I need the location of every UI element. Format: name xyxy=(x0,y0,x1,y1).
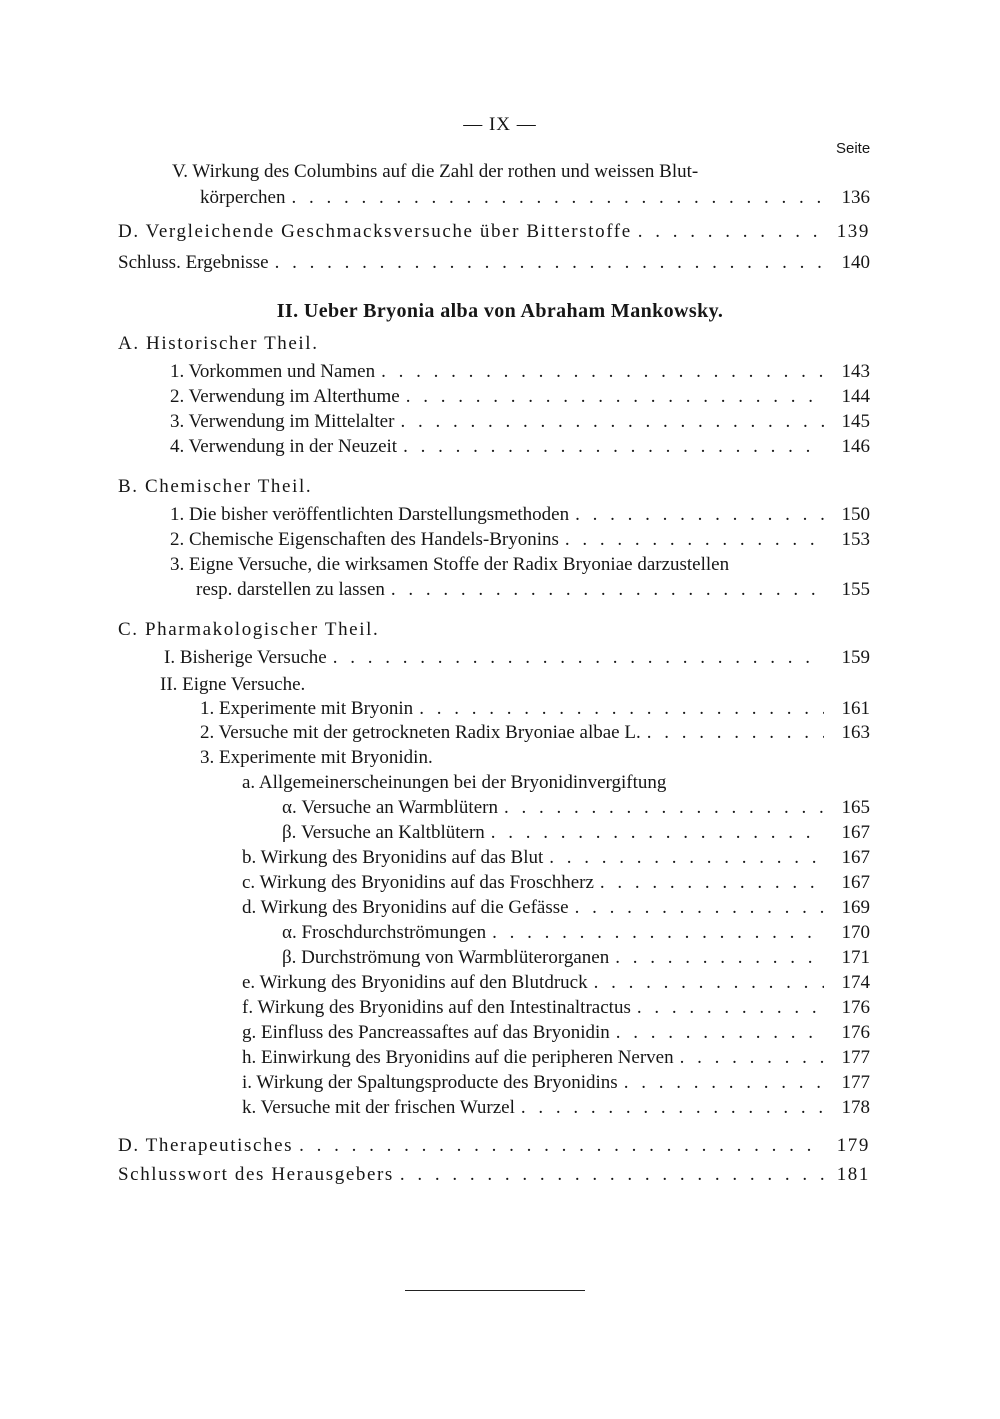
toc-entry xyxy=(200,186,870,210)
leader-dots xyxy=(594,871,824,895)
toc-entry-page: 169 xyxy=(841,897,870,918)
leader-dots xyxy=(609,946,824,970)
toc-entry-page: 143 xyxy=(841,361,870,382)
leader-dots xyxy=(618,1071,824,1095)
toc-entry-page: 146 xyxy=(841,436,870,457)
toc-entry xyxy=(200,746,870,770)
toc-entry xyxy=(242,1096,870,1120)
toc-entry-page: 150 xyxy=(841,504,870,525)
toc-entry xyxy=(170,410,870,434)
toc-entry-page: 163 xyxy=(841,722,870,743)
page-column-label: Seite xyxy=(836,140,871,157)
leader-dots xyxy=(285,186,824,210)
leader-dots xyxy=(394,1163,824,1187)
leader-dots xyxy=(515,1096,824,1120)
toc-entry xyxy=(170,503,870,527)
toc-entry-page: 144 xyxy=(841,386,870,407)
toc-entry xyxy=(118,1163,870,1187)
toc-entry-page: 161 xyxy=(841,698,870,719)
toc-entry-label: b. Wirkung des Bryonidins auf das Blut xyxy=(242,847,544,868)
toc-entry-page: 139 xyxy=(836,221,870,242)
toc-entry-label: körperchen xyxy=(200,187,286,208)
toc-entry-label: 2. Verwendung im Alterthume xyxy=(170,386,400,407)
toc-entry-page: 167 xyxy=(841,872,870,893)
leader-dots xyxy=(400,385,824,409)
toc-entry-page: 140 xyxy=(841,252,870,273)
toc-entry-page: 167 xyxy=(841,822,870,843)
toc-entry xyxy=(282,946,870,970)
toc-entry-page: 136 xyxy=(841,187,870,208)
toc-entry-label: g. Einfluss des Pancreassaftes auf das Bryonidin xyxy=(242,1022,610,1043)
toc-entry-label: 4. Verwendung in der Neuzeit xyxy=(170,436,398,457)
toc-entry-label: 2. Chemische Eigenschaften des Handels-Bryonins xyxy=(170,529,559,550)
toc-entry-page: 155 xyxy=(841,579,870,600)
toc-entry-label: 1. Vorkommen und Namen xyxy=(170,361,376,382)
toc-entry-label: 3. Verwendung im Mittelalter xyxy=(170,411,395,432)
toc-entry xyxy=(170,553,870,577)
leader-dots xyxy=(394,410,824,434)
toc-entry-page: 178 xyxy=(841,1097,870,1118)
leader-dots xyxy=(641,721,824,745)
leader-dots xyxy=(631,996,824,1020)
toc-entry-label: resp. darstellen zu lassen xyxy=(196,579,385,600)
toc-entry-label: 1. Die bisher veröffentlichten Darstellungsmethoden xyxy=(170,504,570,525)
toc-entry-label: e. Wirkung des Bryonidins auf den Blutdruck xyxy=(242,972,588,993)
leader-dots xyxy=(569,896,824,920)
leader-dots xyxy=(385,578,824,602)
toc-entry-label: 3. Experimente mit Bryonidin. xyxy=(200,747,433,768)
leader-dots xyxy=(610,1021,824,1045)
toc-entry xyxy=(196,578,870,602)
toc-entry xyxy=(118,251,870,275)
leader-dots xyxy=(632,220,824,244)
toc-entry-label: f. Wirkung des Bryonidins auf den Intestinaltractus xyxy=(242,997,631,1018)
toc-entry xyxy=(282,821,870,845)
toc-entry xyxy=(242,771,870,795)
section-heading: II. Ueber Bryonia alba von Abraham Mankowsky. xyxy=(276,300,724,322)
toc-entry xyxy=(282,796,870,820)
leader-dots xyxy=(485,821,824,845)
toc-entry xyxy=(242,1021,870,1045)
page-number: — IX — xyxy=(463,114,537,135)
toc-entry-label: α. Versuche an Warmblütern xyxy=(282,797,498,818)
toc-entry xyxy=(242,1071,870,1095)
toc-entry-label: I. Bisherige Versuche xyxy=(164,647,327,668)
toc-entry-label: k. Versuche mit der frischen Wurzel xyxy=(242,1097,515,1118)
toc-entry-page: 179 xyxy=(836,1135,870,1156)
toc-entry-page: 167 xyxy=(841,847,870,868)
toc-entry xyxy=(200,721,870,745)
toc-entry-label: a. Allgemeinerscheinungen bei der Bryonidinvergiftung xyxy=(242,772,667,793)
toc-entry xyxy=(242,871,870,895)
leader-dots xyxy=(397,435,824,459)
toc-entry xyxy=(172,160,822,184)
toc-entry xyxy=(170,528,870,552)
toc-entry-label: α. Froschdurchströmungen xyxy=(282,922,487,943)
toc-entry xyxy=(170,360,870,384)
toc-entry-page: 165 xyxy=(841,797,870,818)
leader-dots xyxy=(269,251,824,275)
toc-entry xyxy=(200,697,870,721)
toc-entry-label: II. Eigne Versuche. xyxy=(160,674,306,695)
toc-entry-label: 1. Experimente mit Bryonin xyxy=(200,698,414,719)
leader-dots xyxy=(413,697,824,721)
toc-entry-page: 153 xyxy=(841,529,870,550)
toc-entry-label: 3. Eigne Versuche, die wirksamen Stoffe der Radix Bryoniae darzustellen xyxy=(170,554,730,575)
toc-entry-page: 176 xyxy=(841,997,870,1018)
toc-entry-label: d. Wirkung des Bryonidins auf die Gefässe xyxy=(242,897,569,918)
toc-entry-page: 176 xyxy=(841,1022,870,1043)
toc-section-title xyxy=(118,332,870,356)
toc-entry-page: 174 xyxy=(841,972,870,993)
toc-section-title xyxy=(118,475,870,499)
toc-entry-label: C. Pharmakologischer Theil. xyxy=(118,619,380,640)
leader-dots xyxy=(375,360,824,384)
toc-entry-page: 159 xyxy=(841,647,870,668)
toc-entry-label: h. Einwirkung des Bryonidins auf die peripheren Nerven xyxy=(242,1047,674,1068)
leader-dots xyxy=(588,971,824,995)
toc-entry-label: β. Durchströmung von Warmblüterorganen xyxy=(282,947,610,968)
toc-entry-page: 181 xyxy=(836,1164,870,1185)
toc-section-title xyxy=(118,618,870,642)
leader-dots xyxy=(498,796,824,820)
toc-entry-label: D. Vergleichende Geschmacksversuche über Bitterstoffe xyxy=(118,221,632,242)
toc-entry-page: 145 xyxy=(841,411,870,432)
toc-entry-label: Schluss. Ergebnisse xyxy=(118,252,269,273)
toc-entry xyxy=(242,971,870,995)
leader-dots xyxy=(293,1134,824,1158)
toc-entry xyxy=(242,1046,870,1070)
toc-entry xyxy=(242,996,870,1020)
toc-entry xyxy=(170,385,870,409)
leader-dots xyxy=(327,646,824,670)
toc-entry-label: B. Chemischer Theil. xyxy=(118,476,313,497)
toc-entry xyxy=(242,896,870,920)
toc-entry-label: c. Wirkung des Bryonidins auf das Froschherz xyxy=(242,872,594,893)
toc-entry-page: 171 xyxy=(841,947,870,968)
toc-entry xyxy=(160,673,870,697)
toc-entry-page: 177 xyxy=(841,1047,870,1068)
toc-entry xyxy=(164,646,870,670)
leader-dots xyxy=(569,503,824,527)
toc-entry-page: 170 xyxy=(841,922,870,943)
toc-entry-label: A. Historischer Theil. xyxy=(118,333,319,354)
toc-entry xyxy=(118,220,870,244)
toc-entry xyxy=(242,846,870,870)
toc-entry-label: V. Wirkung des Columbins auf die Zahl der rothen und weissen Blut- xyxy=(172,161,699,182)
toc-entry-label: β. Versuche an Kaltblütern xyxy=(282,822,485,843)
leader-dots xyxy=(559,528,824,552)
toc-entry-label: i. Wirkung der Spaltungsproducte des Bryonidins xyxy=(242,1072,618,1093)
toc-entry-label: 2. Versuche mit der getrockneten Radix Bryoniae albae L. xyxy=(200,722,641,743)
toc-entry-label: D. Therapeutisches xyxy=(118,1135,294,1156)
toc-entry-label: Schlusswort des Herausgebers xyxy=(118,1164,394,1185)
toc-entry-page: 177 xyxy=(841,1072,870,1093)
leader-dots xyxy=(674,1046,824,1070)
leader-dots xyxy=(543,846,824,870)
toc-entry xyxy=(282,921,870,945)
leader-dots xyxy=(486,921,824,945)
closing-rule xyxy=(405,1290,585,1291)
toc-entry xyxy=(118,1134,870,1158)
toc-entry xyxy=(170,435,870,459)
